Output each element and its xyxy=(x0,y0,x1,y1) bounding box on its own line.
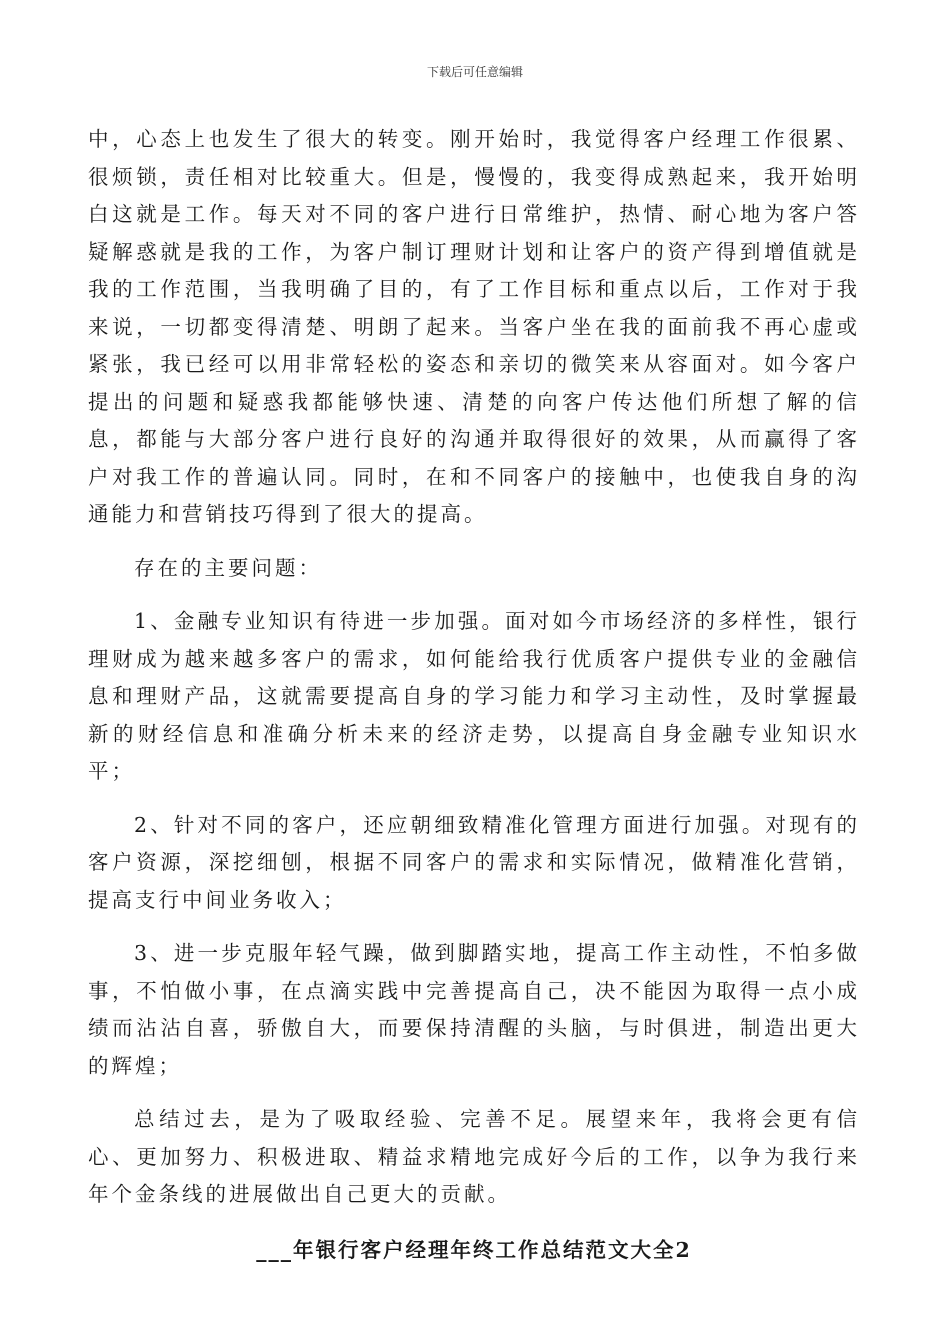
paragraph-problem-1: 1、金融专业知识有待进一步加强。面对如今市场经济的多样性，银行理财成为越来越多客户的需求，如何能给我行优质客户提供专业的金融信息和理财产品，这就需要提高自身的学习能力和学习主动性，及时掌握最新的财经信息和准确分析未来的经济走势，以提高自身金融专业知识水平； xyxy=(88,609,860,783)
paragraph-continuation: 中，心态上也发生了很大的转变。刚开始时，我觉得客户经理工作很累、很烦锁，责任相对比较重大。但是，慢慢的，我变得成熟起来，我开始明白这就是工作。每天对不同的客户进行日常维护，热情、耐心地为客户答疑解惑就是我的工作，为客户制订理财计划和让客户的资产得到增值就是我的工作范围，当我明确了目的，有了工作目标和重点以后，工作对于我来说，一切都变得清楚、明朗了起来。当客户坐在我的面前我不再心虚或紧张，我已经可以用非常轻松的姿态和亲切的微笑来从容面对。如今客户提出的问题和疑惑我都能够快速、清楚的向客户传达他们所想了解的信息，都能与大部分客户进行良好的沟通并取得很好的效果，从而赢得了客户对我工作的普遍认同。同时，在和不同客户的接触中，也使我自身的沟通能力和营销技巧得到了很大的提高。 xyxy=(88,127,860,526)
paragraph-problem-3: 3、进一步克服年轻气躁，做到脚踏实地，提高工作主动性，不怕多做事，不怕做小事，在点滴实践中完善提高自己，决不能因为取得一点小成绩而沾沾自喜，骄傲自大，而要保持清醒的头脑，与时俱进，制造出更大的辉煌； xyxy=(88,941,860,1078)
paragraph-problems-heading: 存在的主要问题： xyxy=(134,555,322,580)
document-body xyxy=(88,121,860,1269)
page-header-note: 下载后可任意编辑 xyxy=(426,65,523,79)
section-title: ___年银行客户经理年终工作总结范文大全2 xyxy=(256,1237,692,1262)
paragraph-problem-2: 2、针对不同的客户，还应朝细致精准化管理方面进行加强。对现有的客户资源，深挖细刨，根据不同客户的需求和实际情况，做精准化营销，提高支行中间业务收入； xyxy=(88,812,860,912)
paragraph-conclusion: 总结过去，是为了吸取经验、完善不足。展望来年，我将会更有信心、更加努力、积极进取、精益求精地完成好今后的工作，以争为我行来年个金条线的进展做出自己更大的贡献。 xyxy=(88,1107,860,1206)
